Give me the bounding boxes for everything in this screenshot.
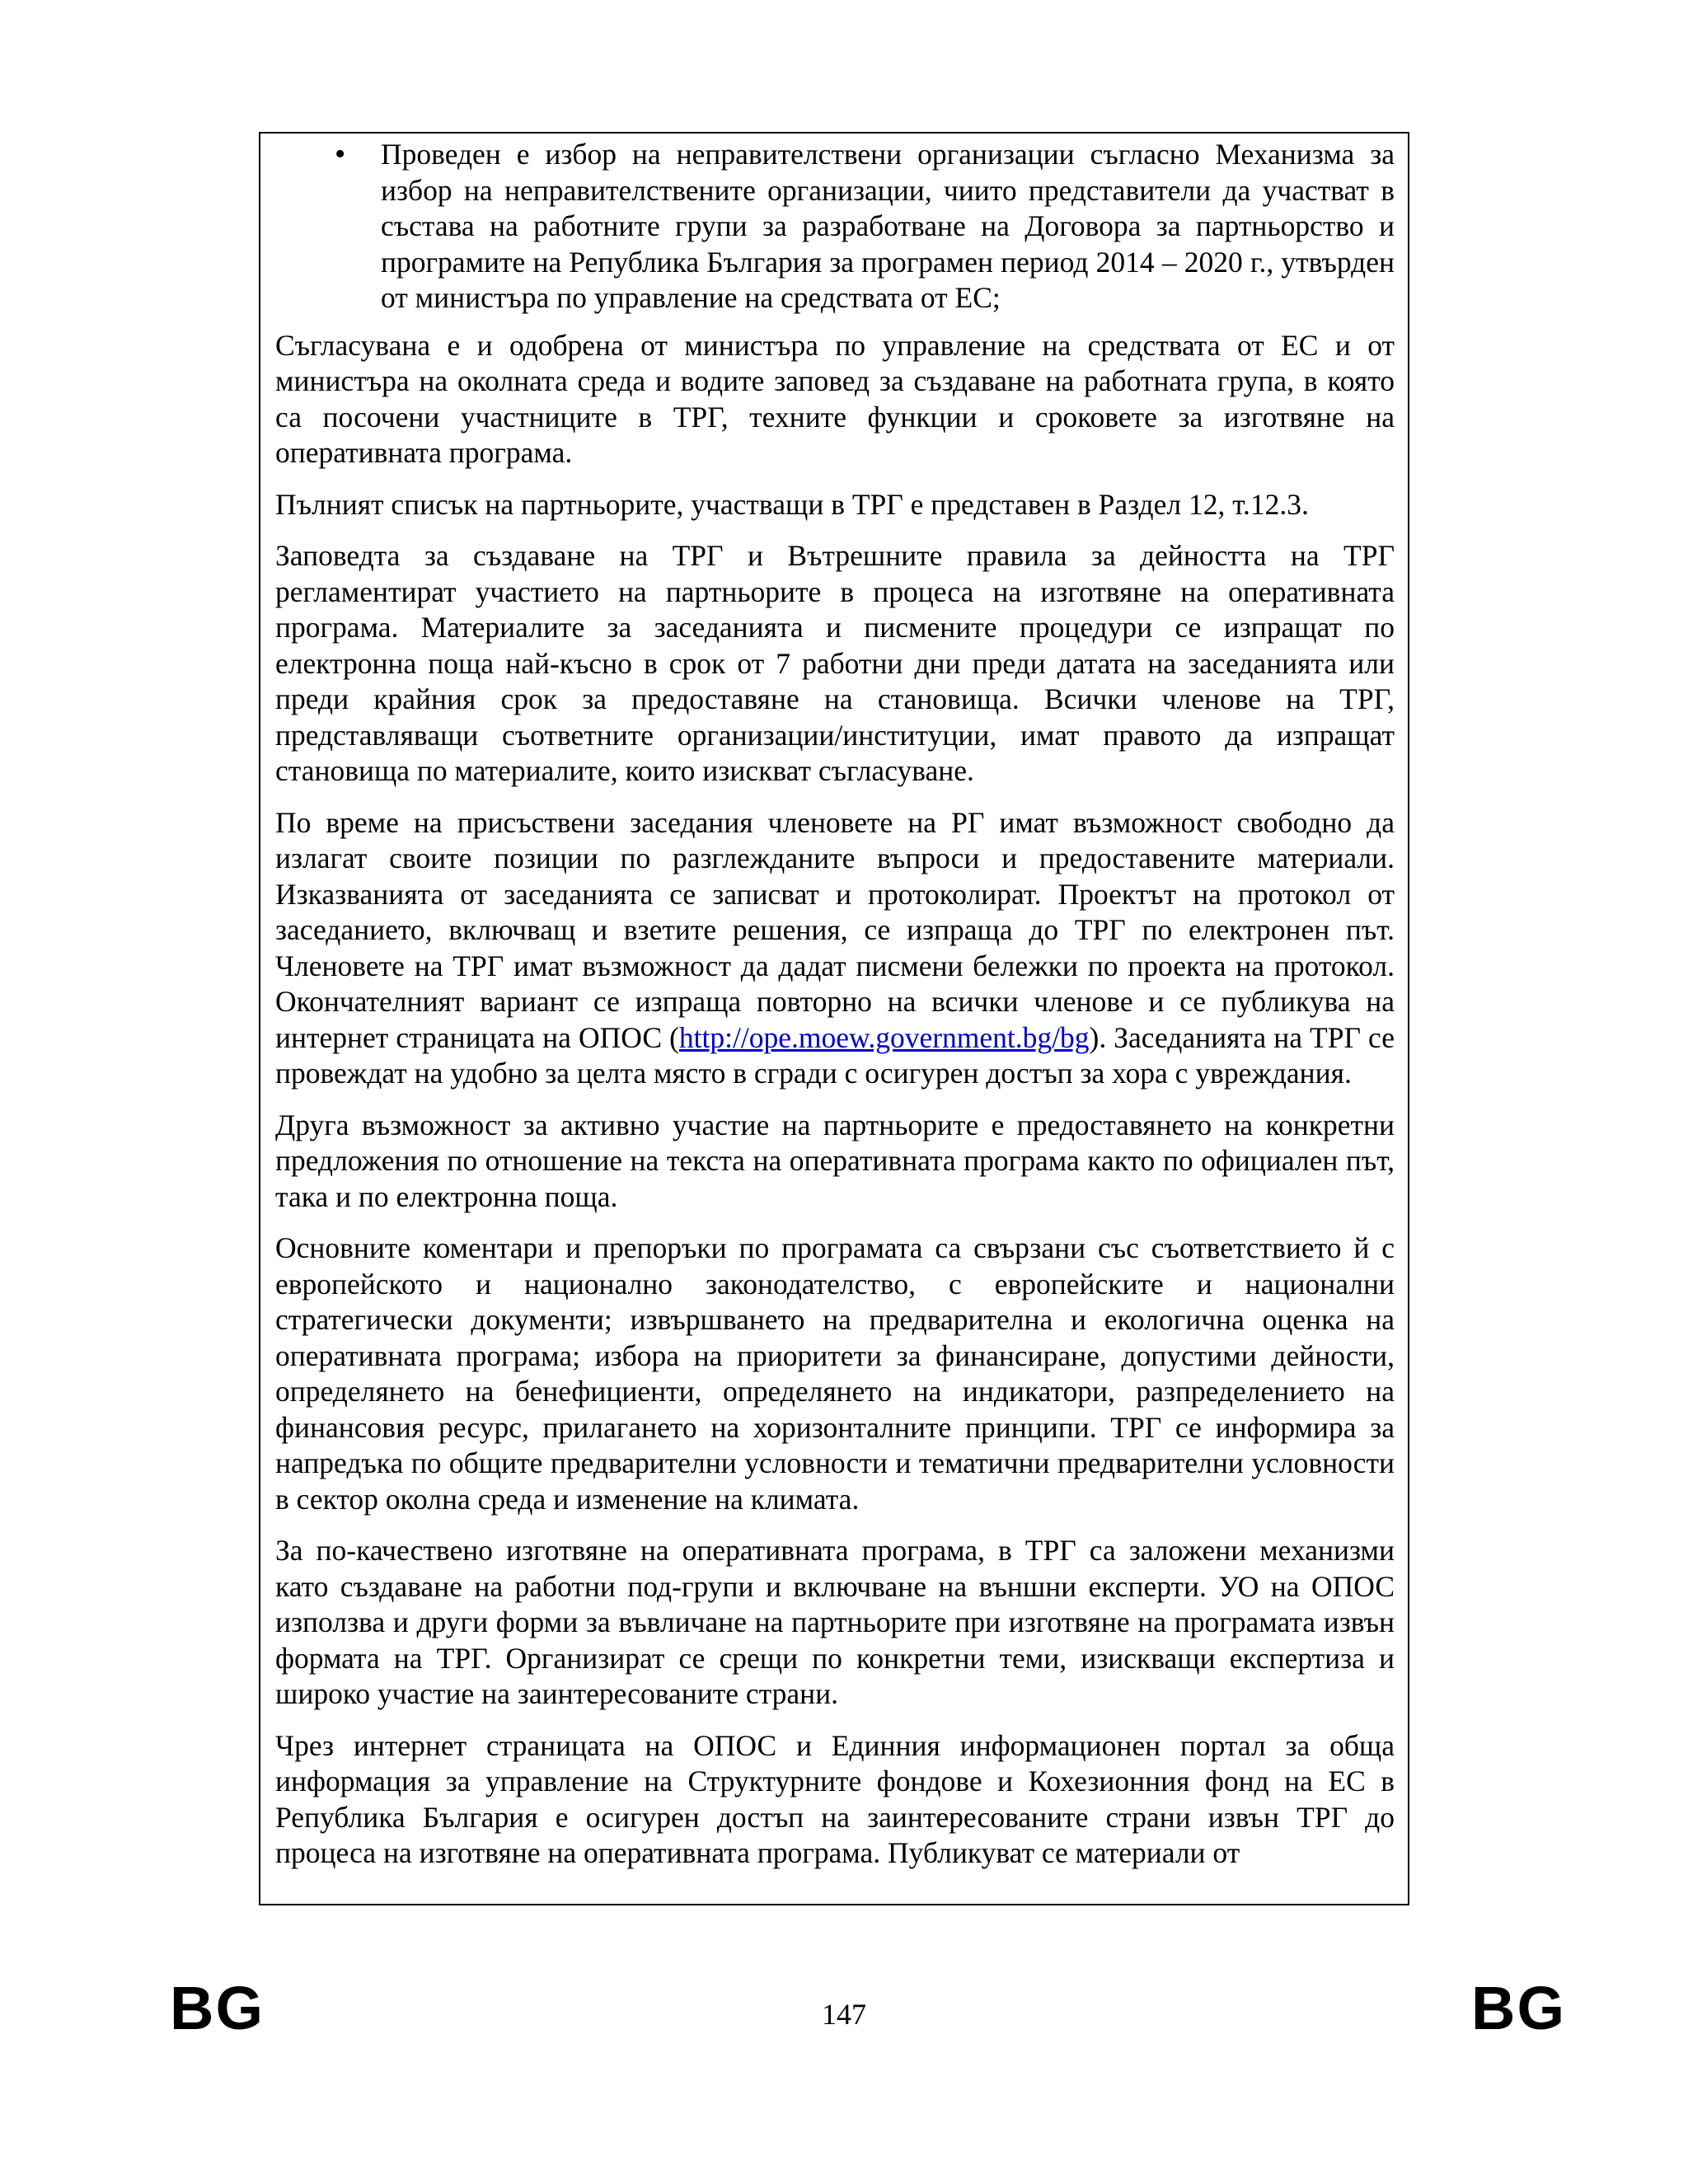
- page-number: 147: [822, 1998, 866, 2031]
- paragraph-comments: Основните коментари и препоръки по програмата са свързани със съответствието й с европейското и национално законодателство, с европейските и национални стратегически документи; извършването на предварителна и екологична оценка на оперативната програма; избора на приоритети за финансиране, допустими дейности, определянето на бенефициенти, определянето на индикатори, разпределението на финансовия ресурс, прилагането на хоризонталните принципи. ТРГ се информира за напредъка по общите предварителни условности и тематични предварителни условности в сектор околна среда и изменение на климата.: [275, 1231, 1395, 1516]
- bullet-text: Проведен е избор на неправителствени организации съгласно Механизма за избор на неправителствените организации, чиито представители да участват в състава на работните групи за разработване на Договора за партньорство и програмите на Република България за програмен период 2014 – 2020 г., утвърден от министъра по управление на средствата от ЕС;: [381, 138, 1395, 314]
- content-frame: [259, 132, 1409, 1905]
- paragraph-website-access: Чрез интернет страницата на ОПОС и Единния информационен портал за обща информация за управление на Структурните фондове и Кохезионния фонд на ЕС в Република България е осигурен достъп на заинтересованите страни извън ТРГ до процеса на изготвяне на оперативната програма. Публикуват се материали от: [275, 1728, 1395, 1869]
- paragraph-meetings-text-after: ). Заседанията на ТРГ се провеждат на удобно за целта място в сгради с осигурен достъп за хора с увреждания.: [275, 1020, 1395, 1090]
- paragraph-proposals: Друга възможност за активно участие на партньорите е предоставянето на конкретни предложения по отношение на текста на оперативната програма както по официален път, така и по електронна поща.: [275, 1108, 1395, 1213]
- paragraph-meetings: [275, 805, 1395, 1092]
- bullet-item: [275, 137, 1395, 316]
- paragraph-approval: Съгласувана е и одобрена от министъра по управление на средствата от ЕС и от министъра на околната среда и водите заповед за създаване на работната група, в която са посочени участниците в ТРГ, техните функции и сроковете за изготвяне на оперативната програма.: [275, 328, 1395, 469]
- footer-language-code-right: BG: [1471, 1974, 1566, 2042]
- bullet-marker: •: [335, 137, 346, 171]
- paragraph-order-rules: Заповедта за създаване на ТРГ и Вътрешните правила за дейността на ТРГ регламентират участието на партньорите в процеса на изготвяне на оперативната програма. Материалите за заседанията и писмените процедури се изпращат по електронна поща най-късно в срок от 7 работни дни преди датата на заседанията или преди крайния срок за предоставяне на становища. Всички членове на ТРГ, представляващи съответните организации/институции, имат правото да изпращат становища по материалите, които изискват съгласуване.: [275, 539, 1395, 787]
- paragraph-quality: За по-качествено изготвяне на оперативната програма, в ТРГ са заложени механизми като създаване на работни под-групи и включване на външни експерти. УО на ОПОС използва и други форми за въвличане на партньорите при изготвяне на програмата извън формата на ТРГ. Организират се срещи по конкретни теми, изискващи експертиза и широко участие на заинтересованите страни.: [275, 1534, 1395, 1710]
- paragraph-partner-list: Пълният списък на партньорите, участващи в ТРГ е представен в Раздел 12, т.12.3.: [275, 487, 1309, 521]
- footer-language-code-left: BG: [170, 1974, 265, 2042]
- ope-website-link[interactable]: http://ope.moew.government.bg/bg: [678, 1020, 1090, 1054]
- paragraph-meetings-text-before: По време на присъствени заседания членовете на РГ имат възможност свободно да излагат своите позиции по разглежданите въпроси и предоставените материали. Изказванията от заседанията се записват и протоколират. Проектът на протокол от заседанието, включващ и взетите решения, се изпраща до ТРГ по електронен път. Членовете на ТРГ имат възможност да дадат писмени бележки по проекта на протокол. Окончателният вариант се изпраща повторно на всички членове и се публикува на интернет страницата на ОПОС (: [275, 805, 1395, 1054]
